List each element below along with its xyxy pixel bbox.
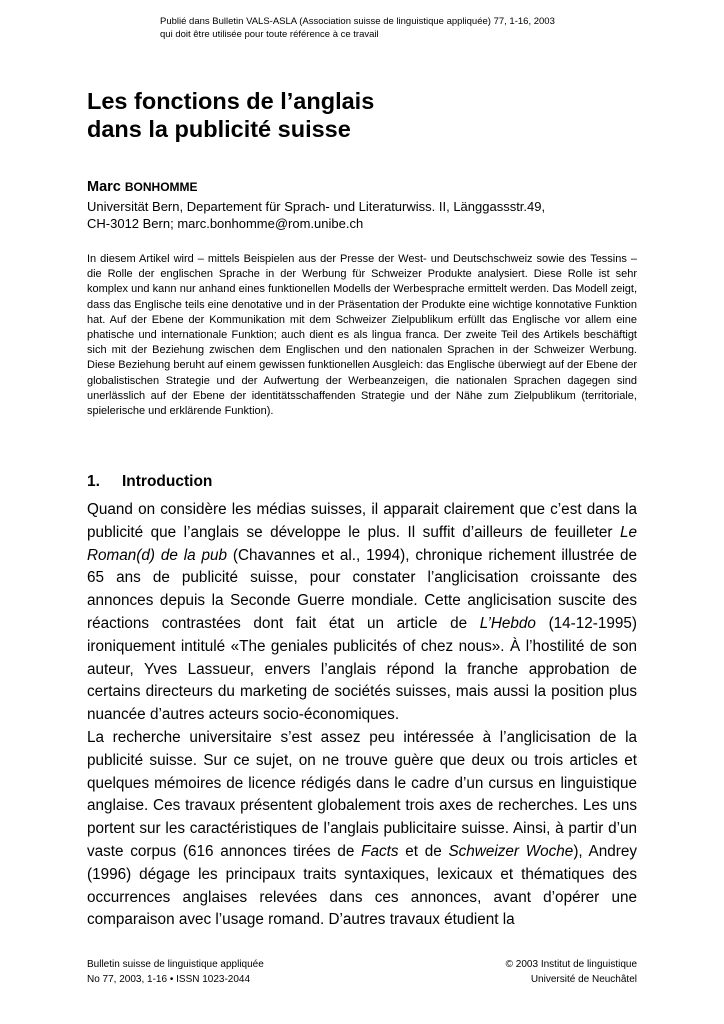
title-line-2: dans la publicité suisse [87,116,351,142]
paragraph-text: La recherche universitaire s’est assez peu intéressée à l’anglicisation de la publicité suisse. Sur ce sujet, on ne trouve guère que deux ou trois articles et quelques mémoires de licence rédigés dans le cadre d’un cursus en linguistique anglaise. Ces travaux présentent globalement trois axes de recherches. Les uns portent sur les caractéristiques de l’anglais publicitaire suisse. Ainsi, à partir d’un vaste corpus (616 annonces tirées de [87,729,637,860]
abstract: In diesem Artikel wird – mittels Beispielen aus der Presse der West- und Deutschschweiz sowie des Tessins – die Rolle der englischen Sprache in der Werbung für Schweizer Produkte analysiert. Diese Rolle ist sehr komplex und kann nur anhand eines funktionellen Modells der Werbesprache ermittelt werden. Das Modell zeigt, dass das Englische teils eine denotative und in der Präsentation der Produkte eine wichtige konnotative Funktion hat. Auf der Ebene der Kommunikation mit dem Schweizer Zielpublikum erfüllt das Englische vor allem eine phatische und internationale Funktion; auch dient es als lingua franca. Der zweite Teil des Artikels beschäftigt sich mit der Beziehung zwischen dem Englischen und den nationalen Sprachen in der Schweizer Werbung. Diese Beziehung beruht auf einem gewissen funktionellen Ausgleich: das Englische überwiegt auf der Ebene der globalistischen Strategie und der Aufwertung der Werbeanzeigen, die nationalen Sprachen dagegen sind unerlässlich auf der Ebene der identitätsschaffenden Strategie und der Nähe zum Zielpublikum (territoriale, spielerische und erklärende Funktion). [87,253,637,418]
author-last-name: BONHOMME [124,180,198,194]
affiliation-line-1: Universität Bern, Departement für Sprach- und Literaturwiss. II, Länggassstr.49, [87,199,546,214]
body-paragraph-1 [87,499,637,727]
affiliation-line-2: CH-3012 Bern; marc.bonhomme@rom.unibe.ch [87,216,364,231]
italic-title: Facts [361,842,399,860]
paragraph-text: (14-12-1995) ironiquement intitulé «The geniales publicités of chez nous». À l’hostilité de son auteur, Yves Lassueur, envers l’anglais répond la franche approbation de certains directeurs du marketing de sociétés suisses, mais aussi la position plus nuancée d’autres acteurs socio-économiques. [87,614,638,724]
section-heading [87,473,212,491]
article-title [87,87,374,143]
paragraph-text: Quand on considère les médias suisses, il apparait clairement que c’est dans la publicité que l’anglais se développe le plus. Il suffit d’ailleurs de feuilleter [87,501,637,541]
footer-issue: No 77, 2003, 1-16 • ISSN 1023-2044 [87,974,251,985]
italic-title: L’Hebdo [479,614,536,632]
author-first-name: Marc [87,179,121,195]
italic-title: Schweizer Woche [448,842,574,860]
footer-university: Université de Neuchâtel [530,974,637,985]
paragraph-text: (Chavannes et al., 1994), chronique richement illustrée de 65 ans de publicité suisse, pour constater l’anglicisation croissante des annonces depuis la Seconde Guerre mondiale. Cette anglicisation suscite des réactions contrastées dont fait état un article de [87,546,637,632]
italic-title: Le Roman(d) de la pub [87,523,637,564]
footer-copyright: © 2003 Institut de linguistique [505,959,637,970]
footer-journal: Bulletin suisse de linguistique appliquée [87,959,264,970]
header-line-2: qui doit être utilisée pour toute référence à ce travail [160,29,379,40]
paragraph-text: ), Andrey (1996) dégage les principaux traits syntaxiques, lexicaux et thématiques des occurrences anglaises relevées dans ces annonces, avant d’opérer une comparaison avec l’usage romand. D’autres travaux étudient la [87,842,638,929]
author-affiliation [87,198,545,232]
footer-right [506,957,637,987]
publication-header [160,15,555,41]
author-name [87,179,198,195]
title-line-1: Les fonctions de l’anglais [87,88,375,114]
footer-left [87,957,264,987]
body-paragraph-2 [87,727,637,932]
header-line-1: Publié dans Bulletin VALS-ASLA (Association suisse de linguistique appliquée) 77, 1-16, 2003 [160,16,555,27]
paragraph-text: et de [398,842,449,860]
section-title: Introduction [122,473,213,490]
section-number: 1. [87,473,100,490]
